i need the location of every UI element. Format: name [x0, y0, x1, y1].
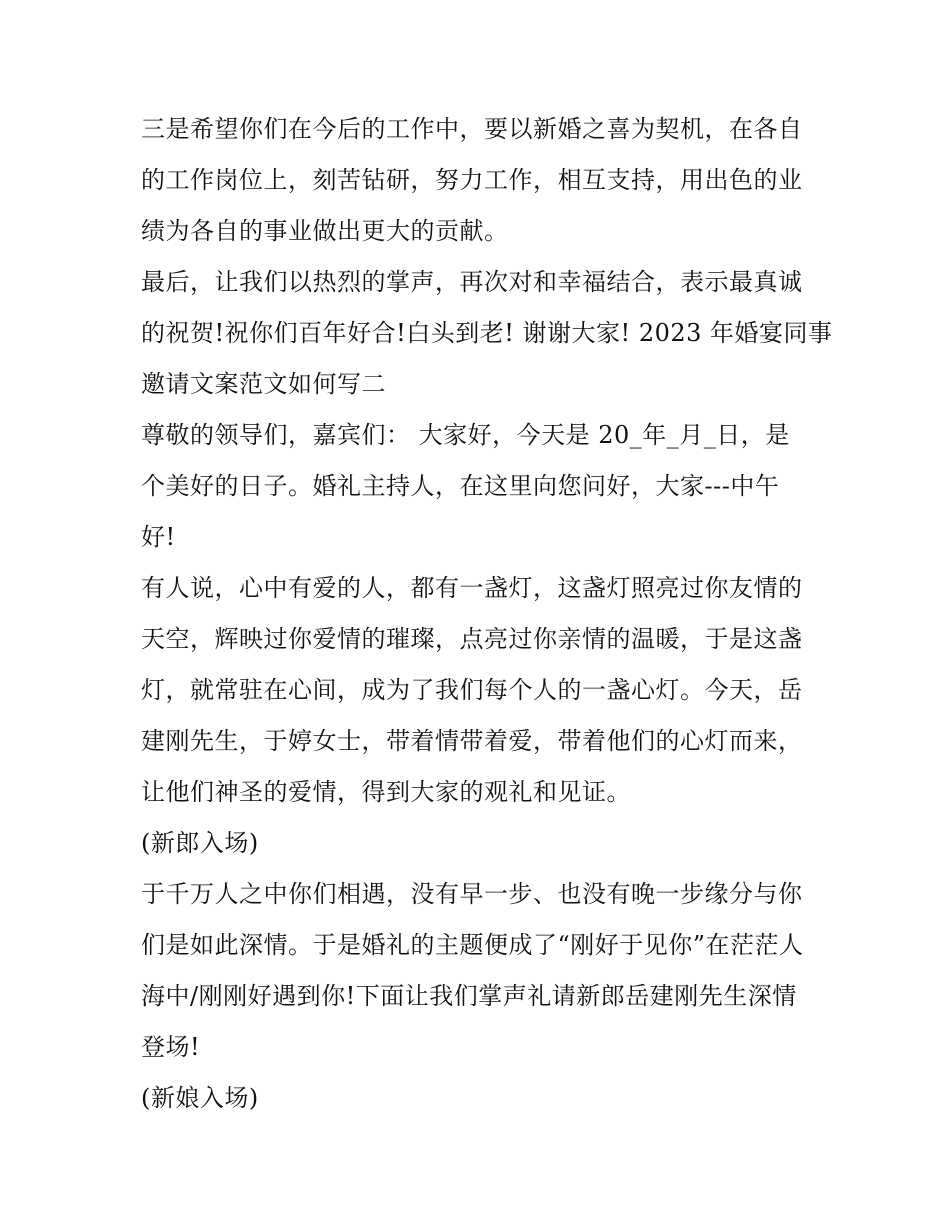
text-line: 最后，让我们以热烈的掌声，再次对和幸福结合，表示最真诚: [141, 268, 803, 296]
text-line: 海中/刚刚好遇到你!下面让我们掌声礼请新郎岳建刚先生深情: [141, 982, 797, 1010]
text-line: 尊敬的领导们，嘉宾们： 大家好，今天是 20_年_月_日，是: [141, 421, 790, 449]
text-line: 邀请文案范文如何写二: [141, 370, 386, 398]
text-line: 于千万人之中你们相遇，没有早一步、也没有晚一步缘分与你: [141, 880, 803, 908]
text-line: 灯，就常驻在心间，成为了我们每个人的一盏心灯。今天，岳: [141, 676, 803, 704]
text-line: 登场!: [141, 1033, 201, 1061]
text-line: 建刚先生，于婷女士，带着情带着爱，带着他们的心灯而来，: [141, 727, 803, 755]
text-line: (新郎入场): [141, 829, 259, 857]
text-line: 的工作岗位上，刻苦钻研，努力工作，相互支持，用出色的业: [141, 166, 803, 194]
document-body: [141, 104, 833, 1124]
text-line: 好!: [141, 523, 176, 551]
text-line: 的祝贺!祝你们百年好合!白头到老! 谢谢大家! 2023 年婚宴同事: [141, 319, 833, 347]
text-line: 个美好的日子。婚礼主持人，在这里向您问好，大家---中午: [141, 472, 780, 500]
text-line: 三是希望你们在今后的工作中，要以新婚之喜为契机，在各自: [141, 115, 803, 143]
text-line: 让他们神圣的爱情，得到大家的观礼和见证。: [141, 778, 631, 806]
text-line: 们是如此深情。于是婚礼的主题便成了“刚好于见你”在茫茫人: [141, 931, 804, 959]
text-line: 天空，辉映过你爱情的璀璨，点亮过你亲情的温暖，于是这盏: [141, 625, 803, 653]
text-line: 绩为各自的事业做出更大的贡献。: [141, 217, 509, 245]
text-line: 有人说，心中有爱的人，都有一盏灯，这盏灯照亮过你友情的: [141, 574, 803, 602]
text-line: (新娘入场): [141, 1084, 259, 1112]
